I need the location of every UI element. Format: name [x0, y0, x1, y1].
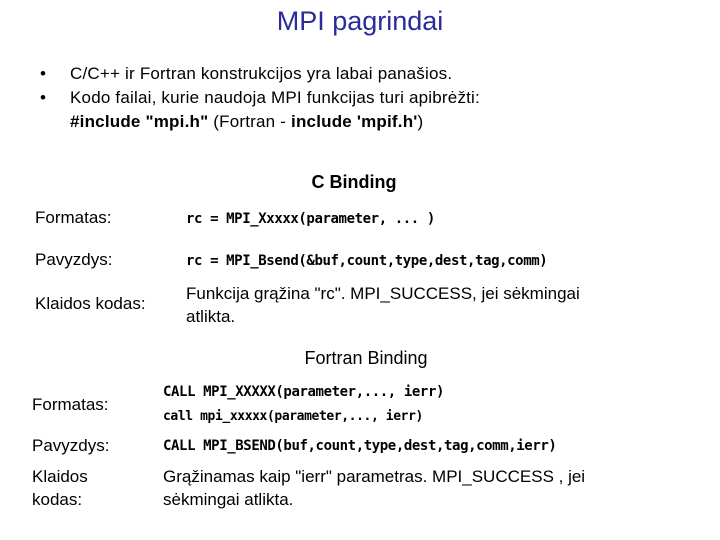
- fortran-binding-heading: Fortran Binding: [304, 348, 428, 368]
- c-example-value: rc = MPI_Bsend(&buf,count,type,dest,tag,comm): [186, 253, 548, 269]
- fortran-format-value-lower: call mpi_xxxxx(parameter,..., ierr): [163, 409, 423, 424]
- include-fortran: include 'mpif.h': [291, 112, 418, 131]
- bullet-text: C/C++ ir Fortran konstrukcijos yra labai panašios.: [70, 64, 453, 83]
- c-error-line2: atlikta.: [186, 307, 236, 326]
- fortran-format-label: Formatas:: [32, 395, 109, 414]
- fortran-example-value: CALL MPI_BSEND(buf,count,type,dest,tag,comm,ierr): [163, 438, 557, 454]
- include-line: [40, 110, 480, 134]
- c-format-label: Formatas:: [35, 208, 112, 227]
- c-binding-heading: C Binding: [311, 172, 397, 192]
- page-title: MPI pagrindai: [276, 6, 444, 36]
- fortran-error-line2: sėkmingai atlikta.: [163, 490, 294, 509]
- fortran-example-label: Pavyzdys:: [32, 436, 110, 455]
- c-example-label: Pavyzdys:: [35, 250, 113, 269]
- include-c: #include "mpi.h": [70, 112, 209, 131]
- bullet-icon: •: [40, 64, 47, 83]
- c-error-label: Klaidos kodas:: [35, 294, 146, 313]
- fortran-error-line1: Grąžinamas kaip "ierr" parametras. MPI_SUCCESS , jei: [163, 467, 586, 486]
- fortran-error-label-1: Klaidos: [32, 467, 88, 486]
- bullet-text: Kodo failai, kurie naudoja MPI funkcijas turi apibrėžti:: [70, 88, 480, 107]
- bullet-list: [40, 62, 480, 134]
- bullet-icon: •: [40, 88, 47, 107]
- include-paren-close: ): [417, 112, 424, 131]
- c-error-line1: Funkcija grąžina "rc". MPI_SUCCESS, jei sėkmingai: [186, 284, 580, 303]
- fortran-format-value-upper: CALL MPI_XXXXX(parameter,..., ierr): [163, 384, 445, 400]
- include-paren-open: (Fortran -: [208, 112, 292, 131]
- fortran-error-label-2: kodas:: [32, 490, 83, 509]
- list-item: [40, 86, 480, 110]
- c-format-value: rc = MPI_Xxxxx(parameter, ... ): [186, 211, 435, 227]
- list-item: [40, 62, 480, 86]
